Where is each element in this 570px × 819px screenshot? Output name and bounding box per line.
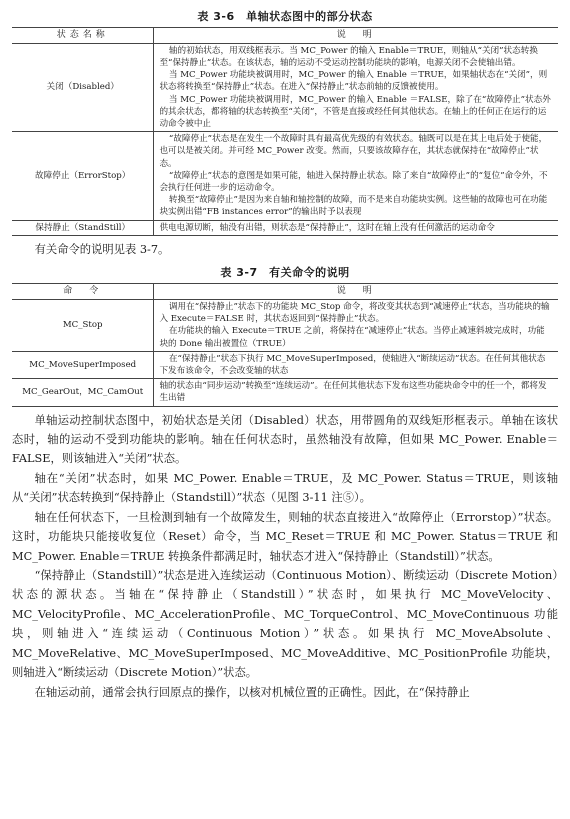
state-name-cell: 关闭（Disabled） <box>12 43 154 131</box>
description-paragraph: 供电电源切断，轴没有出错，则状态是“保持静止”，这时在轴上没有任何激活的运动命令 <box>159 222 495 233</box>
state-description-cell <box>154 43 558 131</box>
state-description-cell <box>154 220 558 235</box>
description-paragraph: 当 MC_Power 功能块被调用时，MC_Power 的输入 Enable ＝TRUE，如果轴状态在“关闭”，则状态将转换至“保持静止”状态。在进入“保持静止”状态前轴的反馈被使用。 <box>159 70 548 93</box>
command-name-cell: MC_GearOut，MC_CamOut <box>12 379 154 406</box>
description-paragraph: 轴的初始状态，用双线框表示。当 MC_Power 的输入 Enable＝TRUE，则轴从“关闭”状态转换至“保持静止”状态。在该状态，轴的运动不受运动控制功能块的影响，电源关闭不会使轴出错。 <box>159 45 538 68</box>
table-3-6-caption: 表 3-6 单轴状态图中的部分状态 <box>197 10 373 23</box>
table-row <box>12 351 558 378</box>
body-paragraph: 轴在任何状态下，一旦检测到轴有一个故障发生，则轴的状态直接进入“故障停止（Errorstop）”状态。这时，功能块只能接收复位（Reset）命令，当 MC_Reset＝TRUE 和 MC_Power. Status＝TRUE 和 MC_Power. Enable＝TRUE 转换条件都满足时，轴状态才进入“保持静止（Standstill）”状态。 <box>12 510 558 563</box>
table-header-row <box>12 28 558 44</box>
command-description-cell <box>154 379 558 406</box>
table-3-7 <box>12 283 558 406</box>
column-header-description: 说 明 <box>154 284 558 300</box>
table-row <box>12 379 558 406</box>
table-3-6 <box>12 27 558 236</box>
table-row <box>12 43 558 131</box>
state-name-cell: 故障停止（ErrorStop） <box>12 132 154 220</box>
description-paragraph: 调用在“保持静止”状态下的功能块 MC_Stop 命令，将改变其状态到“减速停止”状态，当功能块的输入 Execute＝FALSE 时，其状态返回到“保持静止”状态。 <box>159 302 550 325</box>
table-row <box>12 220 558 235</box>
command-name-cell: MC_Stop <box>12 300 154 352</box>
body-paragraph: “保持静止（Standstill）”状态是进入连续运动（Continuous Motion）、断续运动（Discrete Motion）状态的源状态。当轴在“保持静止（Standstill）”状态时，如果执行 MC_MoveVelocity、MC_VelocityProfile、MC_AccelerationProfile、MC_TorqueControl、MC_MoveContinuous 功能块，则轴进入“连续运动（Continuous Motion）”状态。如果执行 MC_MoveAbsolute、MC_MoveRelative、MC_MoveSuperImposed、MC_MoveAdditive、MC_PositionProfile 功能块，则轴进入“断续运动（Discrete Motion）”状态。 <box>12 569 558 680</box>
body-paragraph: 单轴运动控制状态图中，初始状态是关闭（Disabled）状态，用带圆角的双线矩形框表示。单轴在该状态时，轴的运动不受到功能块的影响。轴在任何状态时，虽然轴没有故障，但如果 MC_Power. Enable＝FALSE，则该轴进入“关闭”状态。 <box>12 413 558 466</box>
description-paragraph: 当 MC_Power 功能块被调用时，MC_Power 的输入 Enable ＝FALSE，除了在“故障停止”状态外的其余状态，都将轴的状态转换至“关闭”，不管是直接或经任何其他状态。在轴上的任何正在运行的运动命令被中止 <box>159 94 551 129</box>
table-row <box>12 132 558 220</box>
description-paragraph: 轴的状态由“同步运动”转换至“连续运动”。在任何其他状态下发布这些功能块命令中的任一个，都将发生出错 <box>159 381 547 404</box>
column-header-state-name: 状态名称 <box>12 28 154 44</box>
column-header-command: 命 令 <box>12 284 154 300</box>
body-paragraph: 在轴运动前，通常会执行回原点的操作，以核对机械位置的正确性。因此，在“保持静止 <box>34 685 470 699</box>
command-description-cell <box>154 351 558 378</box>
description-paragraph: 转换至“故障停止”是因为来自轴和轴控制的故障，而不是来自功能块实例。这些轴的故障也可在功能块实例出错“FB instances error”的输出时予以表现 <box>159 195 548 218</box>
column-header-description: 说 明 <box>154 28 558 44</box>
description-paragraph: 在“保持静止”状态下执行 MC_MoveSuperImposed，使轴进入“断续运动”状态。在任何其他状态下发布该命令，不会改变轴的状态 <box>159 353 546 377</box>
description-paragraph: “故障停止”状态的意图是如果可能，轴进入保持静止状态。除了来自“故障停止”的“复位”命令外，不会执行任何进一步的运动命令。 <box>159 170 548 193</box>
body-paragraph: 轴在“关闭”状态时，如果 MC_Power. Enable＝TRUE，及 MC_Power. Status＝TRUE，则该轴从“关闭”状态转换到“保持静止（Standstill）”状态（见图 3-11 注⑤）。 <box>12 471 558 505</box>
table-header-row <box>12 284 558 300</box>
table-3-7-caption: 表 3-7 有关命令的说明 <box>220 266 350 280</box>
command-name-cell: MC_MoveSuperImposed <box>12 351 154 378</box>
description-paragraph: 在功能块的输入 Execute＝TRUE 之前，将保持在“减速停止”状态。当停止减速斜坡完成时，功能块的 Done 输出被置位（TRUE） <box>159 326 545 349</box>
state-name-cell: 保持静止（StandStill） <box>12 220 154 235</box>
command-description-cell <box>154 300 558 352</box>
table-row <box>12 300 558 352</box>
state-description-cell <box>154 132 558 220</box>
reference-paragraph: 有关命令的说明见表 3-7。 <box>34 242 170 256</box>
description-paragraph: “故障停止”状态是在发生一个故障时具有最高优先级的有效状态。轴既可以是在其上电后处于使能，也可以是被关闭。并可经 MC_Power 改变。然而，只要该故障存在，其状态就保持在“故障停止”状态。 <box>159 134 548 169</box>
